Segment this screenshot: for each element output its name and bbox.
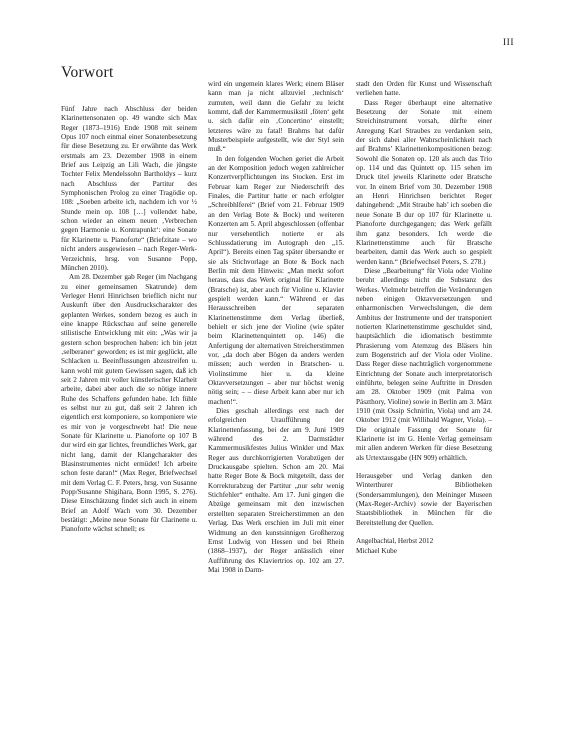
signature-place-date: Angelbachtal, Herbst 2012	[356, 537, 434, 546]
paragraph: wird ein ungemein klares Werk; einem Bläser kann man ja nicht allzuviel ‚technisch‘ zumuten, weil dann die Gefahr zu leicht kommt, daß der Kammermusikstil ‚föten‘ geht u. sich dafür ein ‚Concertino‘ einstellt; letzteres wäre zu fatal! Brahms hat dafür Musterbeispiele aufgestellt, wie der Styl sein muß.“	[208, 80, 344, 154]
text-column-2	[208, 80, 344, 575]
paragraph: In den folgenden Wochen geriet die Arbeit an der Komposition jedoch wegen zahlreicher Konzertverpflichtungen ins Stocken. Erst im Februar kam Reger zur Niederschrift des Finales, die Partitur hatte er nach erfolgter „Schreibhlferei“ (Brief vom 21. Februar 1909 an den Verlag Bote & Bock) und weiteren Konzerten am 5. April abgeschlossen (offenbar nur versehentlich notierte er als Schlussdatierung im Autograph den „15. April“). Bereits einen Tag später übersandte er sie als Stichvorlage an Bote & Bock nach Berlin mit dem Hinweis: „Man merkt sofort heraus, dass das Werk original für Klarinette (Bratsche) ist, aber auch für Violine u. Klavier gespielt werden kann.“ Während er das Herausschreiben der separaten Klarinettenstimme dem Verlag überließ, behielt er sich jene der Violine (wie später beim Klarinettenquintett op. 146) die Anfertigung der alternativen Streicherstimmen vor, „da doch aber Bögen da anders werden müssen; auch werden in Bratschen- u. Violinstimme hier u. da kleine Oktavversetzungen – aber nur höchst wenig nötig sein; – – diese Arbeit kann aber nur ich machen!“.	[208, 154, 344, 406]
paragraph: Diese „Bearbeitung“ für Viola oder Violine beruht allerdings nicht die Substanz des Werkes. Vielmehr betreffen die Veränderungen neben einigen Oktavversetzungen und enharmonischen Verwechslungen, die dem Ambitus der Instrumente und der transponiert notierten Klarinettenstimme geschuldet sind, hauptsächlich die idiomatisch bestimmte Phrasierung vom Atemzug des Bläsers hin zum Bogenstrich auf der Viola oder Violine. Dass Reger diese nachträglich vorgenommene Einrichtung der Sonate auch interpretatorisch einführte, belegen seine Auftritte in Dresden am 28. Oktober 1909 (mit Palma von Pászthory, Violine) sowie in Berlin am 3. März 1910 (mit Ossip Schnirlin, Viola) und am 24. Oktober 1912 (mit Willibald Wagner, Viola). – Die originale Fassung der Sonate für Klarinette ist im G. Henle Verlag gemeinsam mit allen anderen Werken für diese Besetzung als Urtextausgabe (HN 909) erhältlich.	[356, 266, 492, 462]
paragraph: stadt den Orden für Kunst und Wissenschaft verliehen hatte.	[356, 80, 492, 98]
paragraph: Fünf Jahre nach Abschluss der beiden Klarinettensonaten op. 49 wandte sich Max Reger (1873–1916) Ende 1908 mit seinem Opus 107 noch einmal einer Sonatenbesetzung für diese Besetzung zu. Er erwähnte das Werk erstmals am 23. Dezember 1908 in einem Brief aus Leipzig an Lili Wach, die jüngste Tochter Felix Mendelssohn Bartholdys – kurz nach Abschluss der Partitur des Symphonischen Prolog zu einer Tragödie op. 108: „Soeben arbeite ich, nachdem ich vor ½ Stunde mein op. 108 […] vollendet habe, schon wieder an einem neuen ‚Verbrechen gegen Harmonie u. Kontrapunkt‘: eine Sonate für Klarinette u. Pianoforte“ (Briefzitate – wo nicht anders ausgewiesen – nach Reger-Werk-Verzeichnis, hrsg. von Susanne Popp, München 2010).	[61, 105, 197, 272]
text-column-1	[61, 105, 197, 535]
acknowledgement-paragraph: Herausgeber und Verlag danken den Winterthurer Bibliotheken (Sondersammlungen), den Meininger Museen (Max-Reger-Archiv) sowie der Bayerischen Staatsbibliothek in München für die Bereitstellung der Quellen.	[356, 472, 492, 527]
paragraph: Dass Reger überhaupt eine alternative Besetzung der Sonate mit einem Streichinstrument vorsah, dürfte einer Anregung Karl Straubes zu verdanken sein, der sich dabei aller Wahrscheinlichkeit nach auf Brahms’ Klarinettenkompositionen bezog: Sowohl die Sonaten op. 120 als auch das Trio op. 114 und das Quintett op. 115 sehen im Druck titel jeweils Klarinette oder Bratsche vor. In einem Brief vom 30. Dezember 1908 an Henri Hinrichsen berichtet Reger dahingehend: „Mit Straube hab’ ich soeben die neue Sonate B dur op 107 für Klarinette u. Pianoforte durchgegangen; das Werk gefällt ihm ganz besonders. Ich werde die Klarinettenstimme auch für Bratsche bearbeiten, damit das Werk auch so gespielt werden kann.“ (Briefwechsel Peters, S. 278.)	[356, 98, 492, 266]
paragraph: Am 28. Dezember gab Reger (im Nachgang zu einer gemeinsamen Skatrunde) dem Verleger Henri Hinrichsen brieflich nicht nur Auskunft über den Ausdruckscharakter des geplanten Werkes, sondern bezog es auch in eine knappe Rückschau auf seine generelle stilistische Entwicklung mit ein: „Was wir ja gestern schon besprochen haben: ich bin jetzt ‚selberaner‘ geworden; es ist mir geglückt, alle Schlacken u. Beeinflussungen abzustreifen u. kann wohl mit gutem Gewissen sagen, daß ich seit 2 Jahren mit voller künstlerischer Klarheit arbeite, dabei aber auch die so nötige innere Ruhe des Schaffens gefunden habe. Ich fühle es selbst nur zu gut, daß seit 2 Jahren ich eigentlich erst komponiere, so komponiere wie es mir von je vorgeschwebt hat! Die neue Sonate für Klarinette u. Pianoforte op 107 B dur wird ein gar lichtes, freundliches Werk, gar nicht lang, damit der Klangcharakter des Blasinstrumentes nicht ermüdet! Ich arbeite schon feste daran!“ (Max Reger, Briefwechsel mit dem Verlag C. F. Peters, hrsg. von Susanne Popp/Susanne Shigihara, Bonn 1995, S. 276). Diese Einschätzung findet sich auch in einem Brief an Adolf Wach vom 30. Dezember bestätigt: „Meine neue Sonate für Clarinette u. Pianoforte wächst schnell; es	[61, 273, 197, 534]
signature-name: Michael Kube	[356, 546, 397, 555]
text-column-3	[356, 80, 492, 556]
page-title: Vorwort	[61, 64, 114, 81]
paragraph: Dies geschah allerdings erst nach der erfolgreichen Uraufführung der Klarinettenfassung, bei der am 9. Juni 1909 während des 2. Darmstädter Kammermusikfestes Julius Winkler und Max Reger aus durchkorrigierten Vorabzügen der Druckausgabe spielten. Schon am 20. Mai hatte Reger Bote & Bock mitgeteilt, dass der Korrekturabzug der Partitur „nur sehr wenig Stichfehler“ enthalte. Am 17. Juni gingen die Abzüge gemeinsam mit den inzwischen erstellten separaten Streicherstimmen an den Verlag. Das Werk erschien im Juli mit einer Widmung an den kunstsinnigen Großherzog Ernst Ludwig von Hessen und bei Rhein (1868–1937), der Reger anlässlich einer Aufführung des Klaviertrios op. 102 am 27. Mai 1908 in Darm-	[208, 407, 344, 574]
page-number: III	[503, 38, 514, 48]
